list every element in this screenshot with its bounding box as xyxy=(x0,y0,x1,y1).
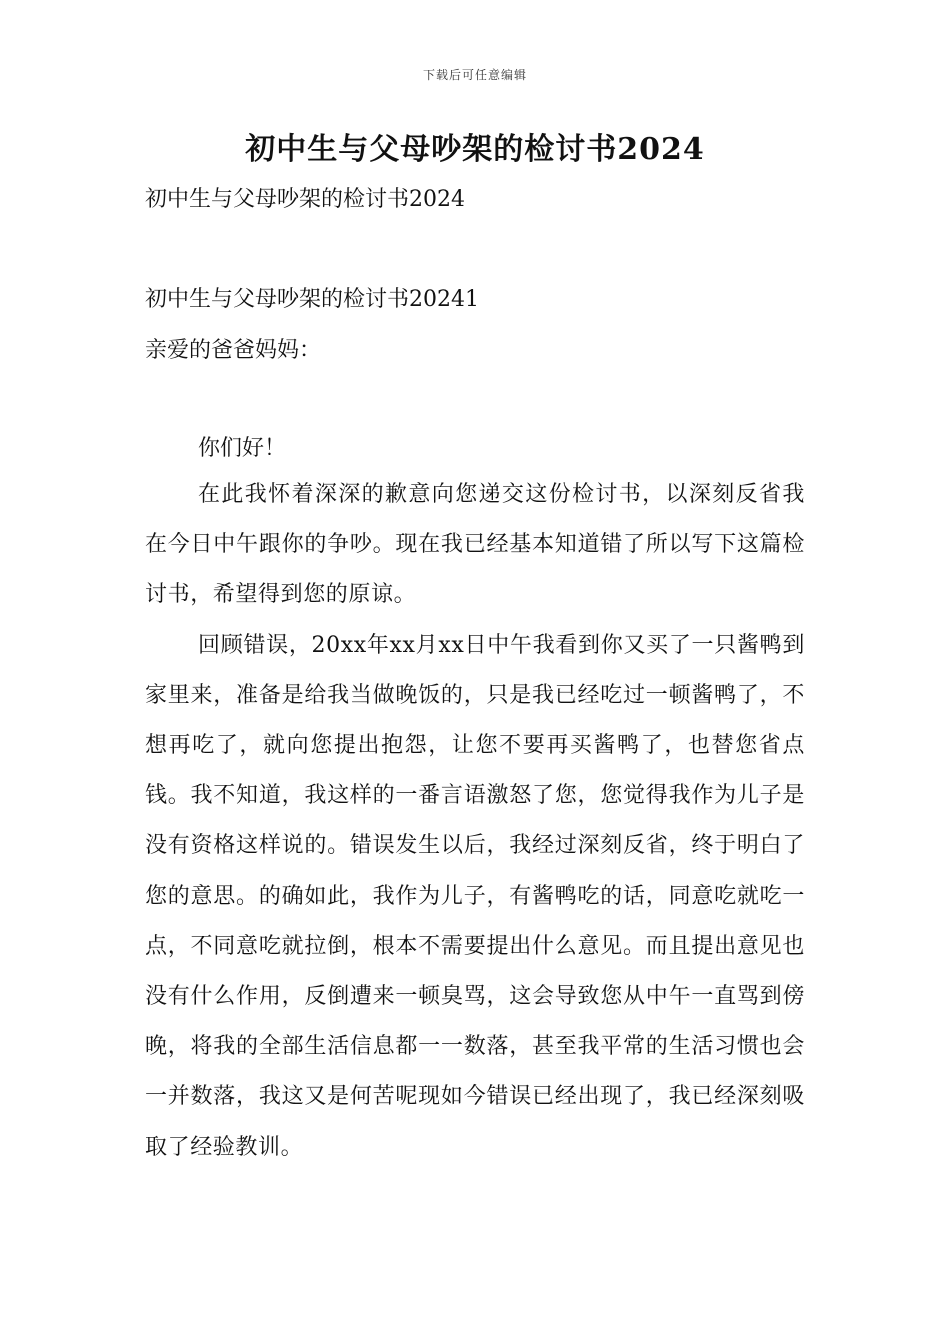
document-subtitle: 初中生与父母吵架的检讨书2024 xyxy=(145,187,465,212)
header-note: 下载后可任意编辑 xyxy=(422,68,527,82)
paragraph: 在此我怀着深深的歉意向您递交这份检讨书，以深刻反省我在今日中午跟你的争吵。现在我已经基本知道错了所以写下这篇检讨书，希望得到您的原谅。 xyxy=(145,482,805,608)
letter-body xyxy=(145,470,805,1173)
salutation: 亲爱的爸爸妈妈： xyxy=(145,338,322,363)
document-title: 初中生与父母吵架的检讨书2024 xyxy=(245,132,705,167)
section-heading: 初中生与父母吵架的检讨书20241 xyxy=(145,287,479,312)
paragraph: 回顾错误，20xx年xx月xx日中午我看到你又买了一只酱鸭到家里来，准备是给我当做晚饭的，只是我已经吃过一顿酱鸭了，不想再吃了，就向您提出抱怨，让您不要再买酱鸭了，也替您省点钱。我不知道，我这样的一番言语激怒了您，您觉得我作为儿子是没有资格这样说的。错误发生以后，我经过深刻反省，终于明白了您的意思。的确如此，我作为儿子，有酱鸭吃的话，同意吃就吃一点，不同意吃就拉倒，根本不需要提出什么意见。而且提出意见也没有什么作用，反倒遭来一顿臭骂，这会导致您从中午一直骂到傍晚，将我的全部生活信息都一一数落，甚至我平常的生活习惯也会一并数落，我这又是何苦呢现如今错误已经出现了，我已经深刻吸取了经验教训。 xyxy=(145,632,805,1160)
greeting: 你们好！ xyxy=(198,436,287,461)
